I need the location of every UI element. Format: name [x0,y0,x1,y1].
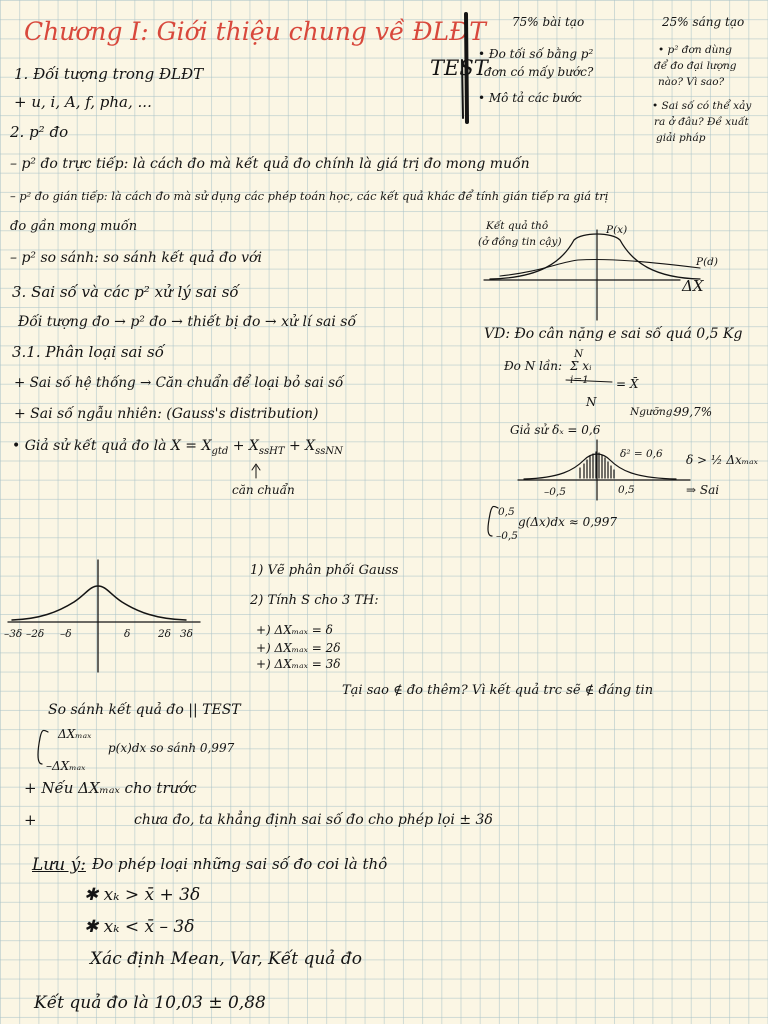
col2-item-1: • p² đơn dùng [658,44,732,56]
col2-title: 25% sáng tạo [662,15,745,29]
int-expr: g(Δx)dx ≈ 0,997 [518,515,617,529]
final-result: Kết quả đo là 10,03 ± 0,88 [34,993,266,1013]
condition-1: ✱ xₖ > x̄ + 3δ [84,885,201,905]
plus-05: 0,5 [618,484,635,496]
note-text: Đo phép loại những sai số đo coi là thô [92,855,388,873]
direct-method: – p² đo trực tiếp: là cách đo mà kết quả đo chính là giá trị đo mong muốn [10,156,530,172]
px-label: P(x) [606,224,628,236]
section-1-sub: + u, i, A, f, pha, ... [14,93,152,111]
test-divider [466,14,467,122]
col1-item-1: • Đo tối số bằng p² [478,47,594,61]
xbar: = X̄ [616,377,639,391]
sum-top: N [574,348,584,360]
section-2: 2. p² đo [10,123,69,141]
int-expr-2: p(x)dx so sánh 0,997 [108,741,235,755]
tick-p1: δ [124,628,131,640]
compare-test: So sánh kết quả đo || TEST [48,702,241,718]
int-up-2: ΔXₘₐₓ [58,727,92,741]
col2-item-5: ra ở đâu? Đề xuất [654,116,749,128]
tick-p3: 3δ [180,628,194,640]
condition-2: ✱ xₖ < x̄ – 3δ [84,917,195,937]
indirect-method-2: đo gần mong muốn [10,219,138,234]
compare-method: – p² so sánh: so sánh kết quả đo với [10,250,262,266]
int-up: 0,5 [498,506,515,518]
plus-sign: + [24,811,37,829]
inequality: δ > ½ Δxₘₐₓ [686,453,758,467]
n-times: Đo N lần: [504,359,563,373]
section-1: 1. Đối tượng trong ĐLĐT [14,65,204,83]
col2-item-4: • Sai số có thể xảy [652,100,752,112]
note-label: Lưu ý: [32,855,86,875]
measurement-flow: Đối tượng đo → p² đo → thiết bị đo → xử lí sai số [18,314,357,330]
case-1: +) ΔXₘₐₓ = δ [256,623,333,637]
tick-p2: 2δ [158,628,172,640]
systematic-error: + Sai số hệ thống → Căn chuẩn để loại bỏ sai số [14,375,344,391]
section-3-1: 3.1. Phân loại sai số [12,343,164,361]
random-error: + Sai số ngẫu nhiên: (Gauss's distribution) [14,406,319,422]
section-3: 3. Sai số và các p² xử lý sai số [12,283,239,301]
col1-item-2: đơn có mấy bước? [484,65,594,79]
indirect-method-1: – p² đo gián tiếp: là cách đo mà sử dụng các phép toán học, các kết quả khác để tính gián tiếp ra giá trị [10,189,609,203]
plot-caption-2: (ở đồng tin cậy) [478,236,562,248]
int-lo: –0,5 [496,530,518,542]
assumption-formula: • Giả sử kết quả đo là $X = X_{gtd} + X_{ssHT} + X_{ssNN}$ [12,438,343,457]
hist-envelope [524,454,676,479]
sum-var: Σ xᵢ [570,359,592,373]
frac-den: N [586,395,597,409]
plot-curve-px [490,234,700,279]
integral-sign-2 [38,730,48,764]
case-2: +) ΔXₘₐₓ = 2δ [256,641,341,655]
tick-m3: –3δ [4,628,23,640]
example-vd: VD: Đo cân nặng e sai số quá 0,5 Kg [484,326,743,342]
if-given: + Nếu ΔXₘₐₓ cho trước [24,779,197,797]
integral-sign-1 [488,506,498,536]
mean-var: Xác định Mean, Var, Kết quả đo [90,949,362,969]
delta-sq: δ² = 0,6 [620,448,663,460]
sum-bottom: i=1 [570,374,589,386]
assume-sd: Giả sử δₓ = 0,6 [510,423,601,437]
threshold-pct: 99,7% [674,405,713,419]
case-3: +) ΔXₘₐₓ = 3δ [256,657,341,671]
minus-05: –0,5 [544,486,566,498]
step-1: 1) Vẽ phân phối Gauss [250,563,399,578]
step-2: 2) Tính S cho 3 TH: [250,593,379,608]
col2-item-3: nào? Vì sao? [658,76,725,88]
conclusion: chưa đo, ta khẳng định sai số đo cho phép lọi ± 3δ [134,812,493,828]
gauss-curve [12,586,186,620]
pd-label: P(d) [696,256,718,268]
chapter-title: Chương I: Giới thiệu chung về ĐLĐT [24,17,486,46]
threshold-label: Ngưỡng: [630,406,677,418]
wrong-result: ⇒ Sai [686,483,720,497]
col2-item-2: để đo đại lượng [654,60,737,72]
plot-caption-1: Kết quả thô [486,220,549,232]
dx-label: ΔX [682,277,704,295]
frac-bar-1 [566,380,612,382]
col2-item-6: giải pháp [656,132,706,144]
tick-m1: –δ [60,628,72,640]
int-lo-2: –ΔXₘₐₓ [46,759,86,773]
tick-m2: –2δ [26,628,45,640]
test-label: TEST [430,56,488,80]
col1-item-3: • Mô tả các bước [478,91,582,105]
calibration-note: căn chuẩn [232,483,295,497]
why-note: Tại sao ∉ đo thêm? Vì kết quả trc sẽ ∉ đáng tin [342,683,654,698]
col1-title: 75% bài tạo [512,15,585,29]
